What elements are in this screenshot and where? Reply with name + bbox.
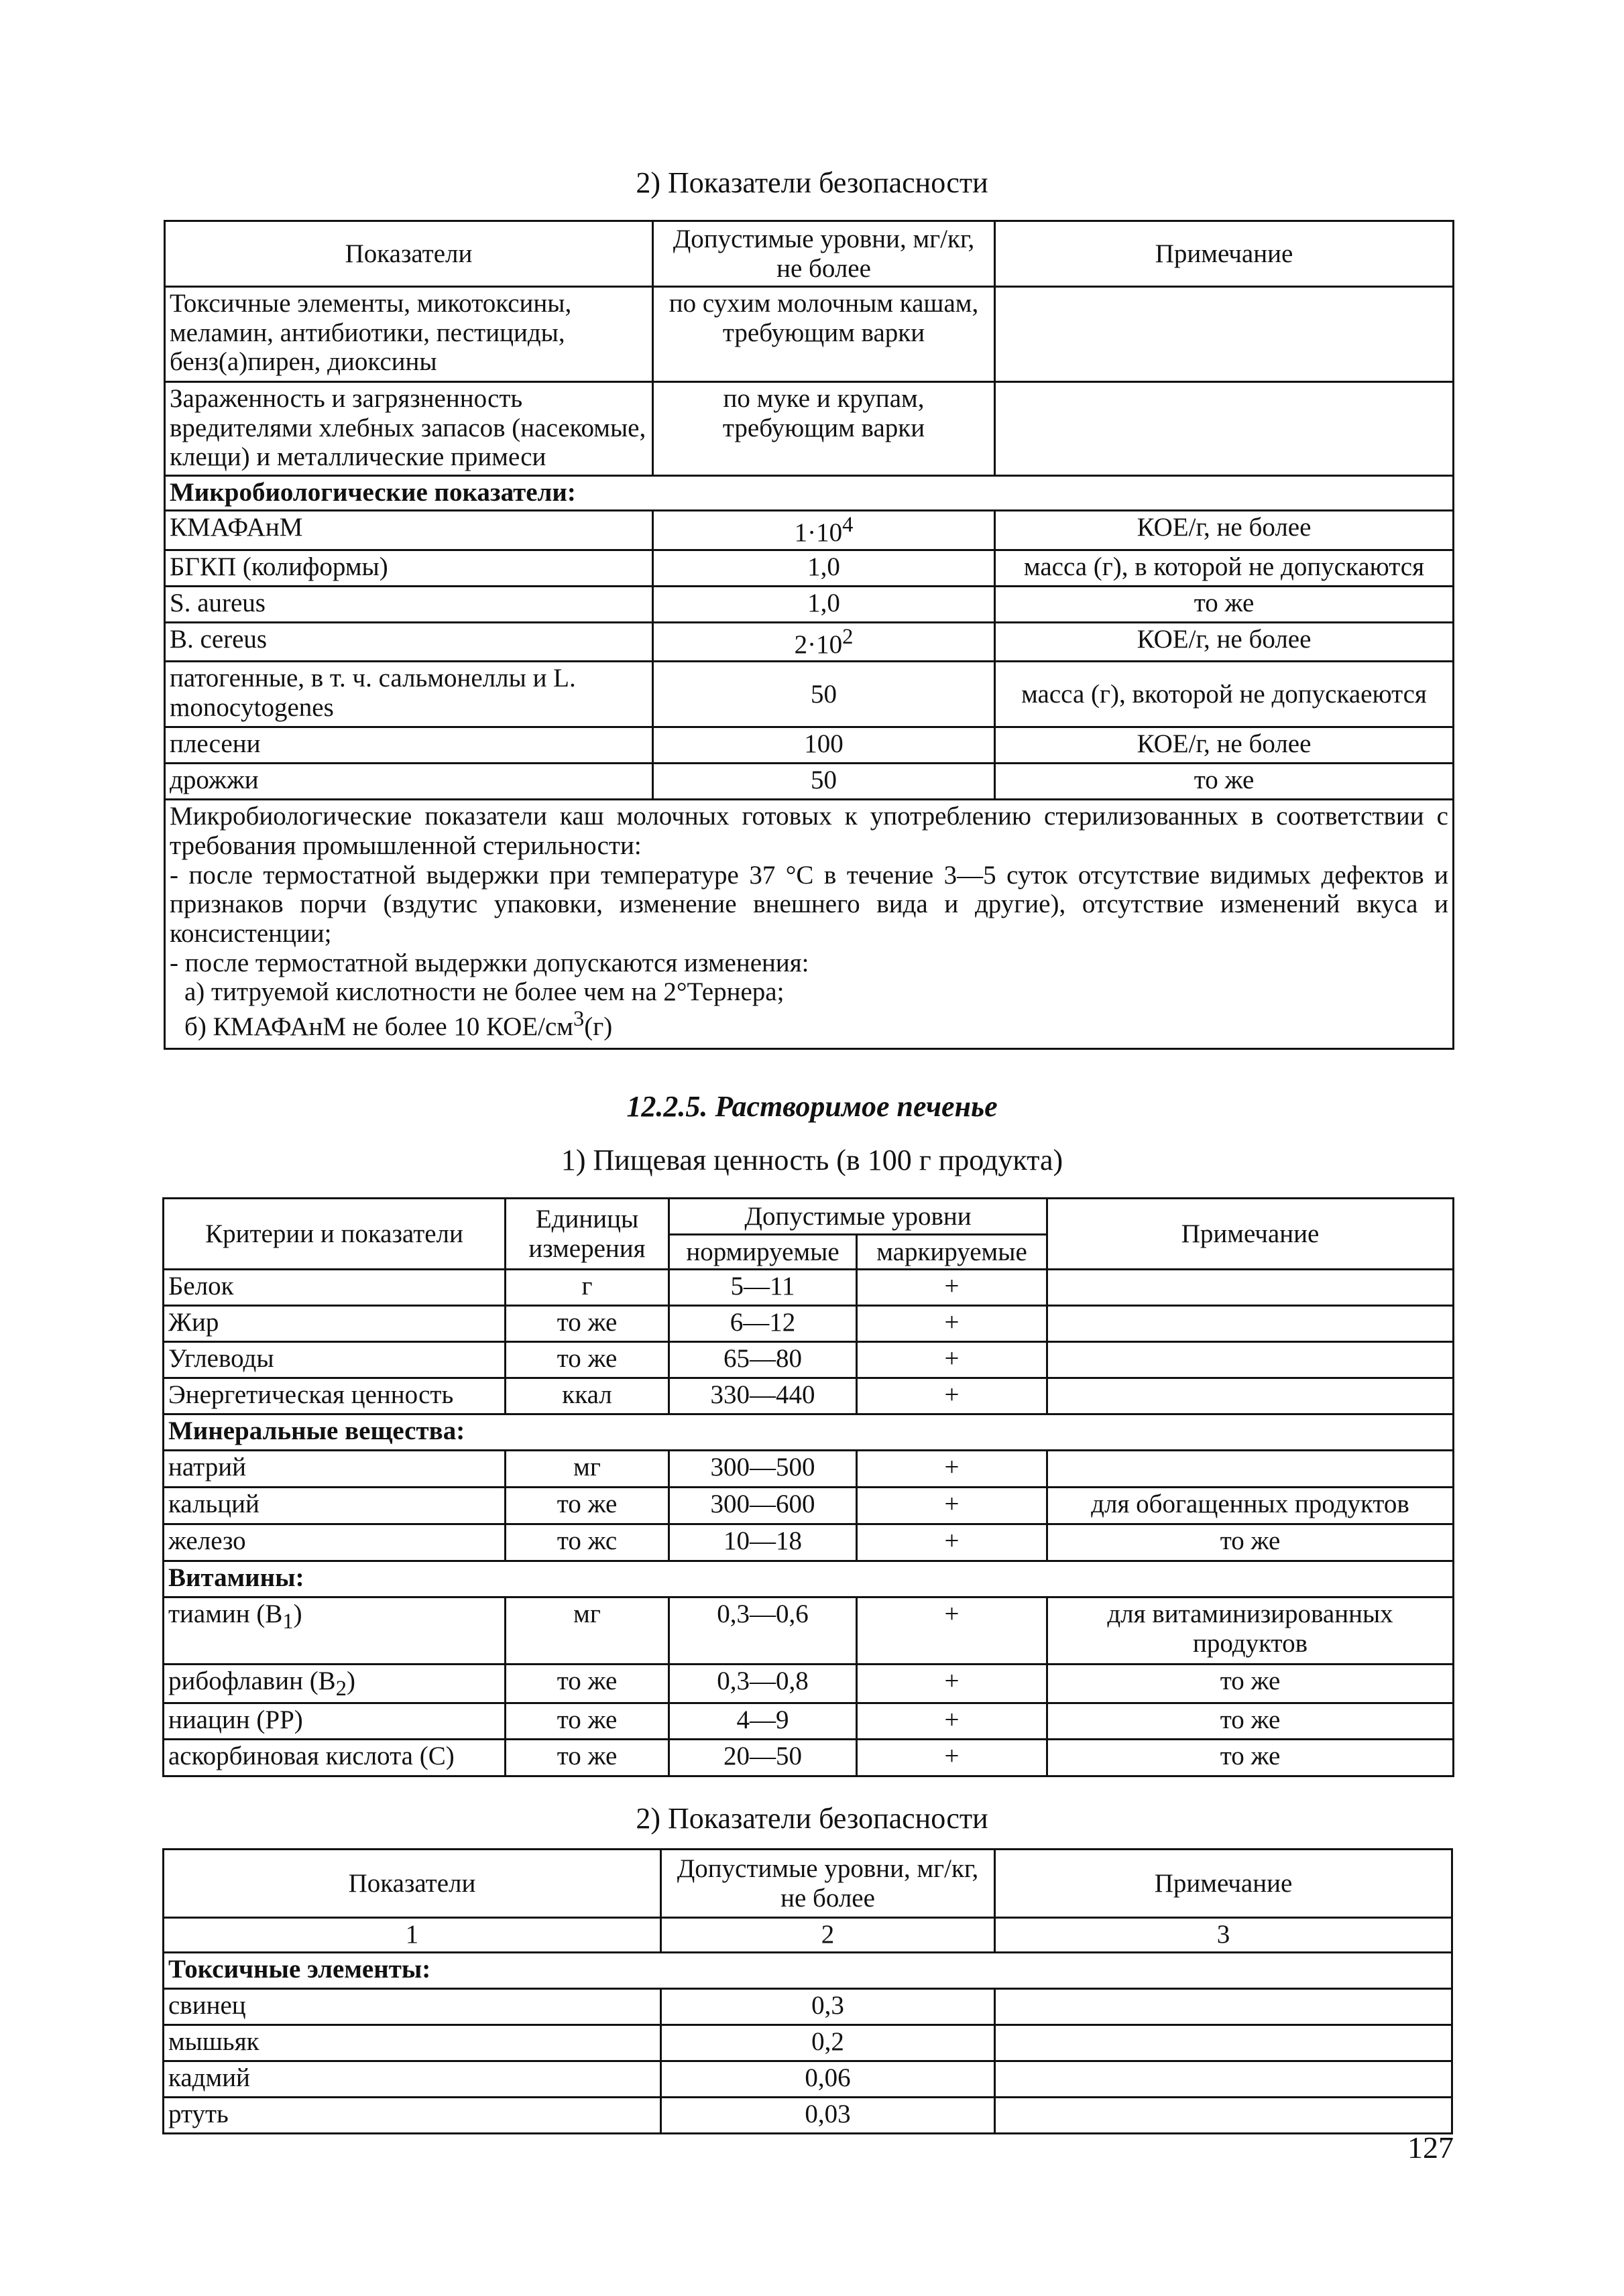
row-level: $1\cdot 10^4$ <box>653 511 995 550</box>
column-number: 1 <box>164 1918 661 1953</box>
row-mark: + <box>857 1488 1047 1524</box>
row-name: КМАФАнМ <box>165 511 653 550</box>
header-allowed-levels: Допустимые уровни, мг/кг, не более <box>653 221 995 287</box>
row-level: 0,3 <box>661 1989 995 2025</box>
table-row <box>164 1270 1454 1306</box>
row-level: по сухим молочным кашам, требующим варки <box>653 287 995 382</box>
row-note: масса (г), в которой не допускаются <box>995 550 1454 586</box>
table-row <box>164 1488 1454 1524</box>
row-norm: 65—80 <box>669 1342 857 1378</box>
footnote-p5: б) КМАФАнМ не более 10 КОЕ/$см^3(г)$ <box>184 1007 613 1042</box>
row-mark: + <box>857 1451 1047 1488</box>
row-unit: то же <box>506 1306 669 1342</box>
row-note: то же <box>995 764 1454 800</box>
row-unit: то жс <box>506 1524 669 1561</box>
row-note <box>995 2061 1452 2098</box>
header-note: Примечание <box>995 1850 1452 1918</box>
header-labeled: маркируемые <box>857 1235 1047 1270</box>
row-level: 0,2 <box>661 2025 995 2061</box>
table-row <box>164 2098 1452 2134</box>
row-name: патогенные, в т. ч. сальмонеллы и L. monocytogenes <box>165 662 653 727</box>
table-row <box>164 1597 1454 1665</box>
row-unit: то же <box>506 1488 669 1524</box>
row-name: натрий <box>164 1451 506 1488</box>
row-note <box>1047 1451 1454 1488</box>
row-name: B. cereus <box>165 622 653 662</box>
row-mark: + <box>857 1306 1047 1342</box>
table-row <box>164 1342 1454 1378</box>
table-row <box>165 511 1454 550</box>
column-number: 2 <box>661 1918 995 1953</box>
row-note <box>995 2098 1452 2134</box>
row-name: S. aureus <box>165 586 653 622</box>
footnote-p3: - после термостатной выдержки допускаются изменения: <box>170 948 809 977</box>
row-name: железо <box>164 1524 506 1561</box>
row-level: 50 <box>653 764 995 800</box>
row-unit: мг <box>506 1597 669 1665</box>
row-name: кадмий <box>164 2061 661 2098</box>
row-note <box>995 2025 1452 2061</box>
row-note: то же <box>1047 1703 1454 1740</box>
table-row <box>164 1665 1454 1703</box>
row-level: 0,03 <box>661 2098 995 2134</box>
header-criteria: Критерии и показатели <box>164 1199 506 1270</box>
row-norm: 0,3—0,6 <box>669 1597 857 1665</box>
row-level: $2\cdot 10^2$ <box>653 622 995 662</box>
header-indicators: Показатели <box>165 221 653 287</box>
nutrition-caption: 1) Пищевая ценность (в 100 г продукта) <box>561 1144 1063 1176</box>
footnote-p1: Микробиологические показатели каш молочных готовых к употреблению стерилизованных в соответствии с требования промышленной стерильности: <box>170 802 1448 861</box>
table-row <box>165 550 1454 586</box>
table-row <box>164 1989 1452 2025</box>
row-note <box>995 1989 1452 2025</box>
row-unit: то же <box>506 1740 669 1776</box>
row-mark: + <box>857 1703 1047 1740</box>
table-row <box>165 382 1454 476</box>
row-note: то же <box>995 586 1454 622</box>
row-mark: + <box>857 1740 1047 1776</box>
row-name: Токсичные элементы, микотоксины, меламин, антибиотики, пестициды, бенз(а)пирен, диоксины <box>165 287 653 382</box>
row-level: 1,0 <box>653 586 995 622</box>
row-norm: 0,3—0,8 <box>669 1665 857 1703</box>
row-note <box>995 287 1454 382</box>
table-row <box>164 1306 1454 1342</box>
row-note: то же <box>1047 1665 1454 1703</box>
row-norm: 10—18 <box>669 1524 857 1561</box>
row-unit: то же <box>506 1665 669 1703</box>
table-row <box>164 2061 1452 2098</box>
table-row <box>165 662 1454 727</box>
micro-heading: Микробиологические показатели: <box>165 476 1454 511</box>
row-note <box>1047 1378 1454 1414</box>
row-mark: + <box>857 1270 1047 1306</box>
row-mark: + <box>857 1524 1047 1561</box>
toxic-heading: Токсичные элементы: <box>164 1953 1452 1989</box>
row-mark: + <box>857 1597 1047 1665</box>
row-note: то же <box>1047 1740 1454 1776</box>
header-allowed-levels: Допустимые уровни, мг/кг, не более <box>661 1850 995 1918</box>
table-row <box>165 764 1454 800</box>
table-row <box>165 727 1454 764</box>
row-unit: г <box>506 1270 669 1306</box>
table-row <box>165 622 1454 662</box>
row-norm: 300—500 <box>669 1451 857 1488</box>
table-row <box>164 1740 1454 1776</box>
row-level: 1,0 <box>653 550 995 586</box>
safety-table-1 <box>164 220 1454 1050</box>
row-name: аскорбиновая кислота (C) <box>164 1740 506 1776</box>
row-unit: ккал <box>506 1378 669 1414</box>
row-norm: 5—11 <box>669 1270 857 1306</box>
header-levels: Допустимые уровни <box>669 1199 1047 1235</box>
table-row <box>164 1378 1454 1414</box>
row-norm: 300—600 <box>669 1488 857 1524</box>
column-number: 3 <box>995 1918 1452 1953</box>
row-level: 100 <box>653 727 995 764</box>
row-note: КОЕ/г, не более <box>995 511 1454 550</box>
header-indicators: Показатели <box>164 1850 661 1918</box>
row-name: тиамин $(B_1)$ <box>164 1597 506 1665</box>
row-mark: + <box>857 1378 1047 1414</box>
row-name: Жир <box>164 1306 506 1342</box>
vitamins-heading: Витамины: <box>164 1561 1454 1597</box>
row-note <box>1047 1270 1454 1306</box>
section-title: 12.2.5. Растворимое печенье <box>626 1090 998 1123</box>
safety-table-2 <box>162 1848 1453 2134</box>
header-note: Примечание <box>995 221 1454 287</box>
nutrition-table <box>162 1197 1454 1777</box>
row-note: масса (г), вкоторой не допускаеются <box>995 662 1454 727</box>
page-number: 127 <box>1407 2130 1454 2165</box>
table-row <box>164 1451 1454 1488</box>
row-name: мышьяк <box>164 2025 661 2061</box>
row-note: КОЕ/г, не более <box>995 727 1454 764</box>
row-name: Белок <box>164 1270 506 1306</box>
row-name: ниацин (PP) <box>164 1703 506 1740</box>
row-name: рибофлавин $(B_2)$ <box>164 1665 506 1703</box>
header-units: Единицы измерения <box>506 1199 669 1270</box>
row-note: то же <box>1047 1524 1454 1561</box>
row-name: БГКП (колиформы) <box>165 550 653 586</box>
row-level: 0,06 <box>661 2061 995 2098</box>
row-note: для витаминизированных продуктов <box>1047 1597 1454 1665</box>
safety-caption-1: 2) Показатели безопасности <box>636 166 988 199</box>
row-unit: то же <box>506 1703 669 1740</box>
row-norm: 6—12 <box>669 1306 857 1342</box>
footnote-p4: а) титруемой кислотности не более чем на 2°Тернера; <box>184 977 785 1007</box>
safety-caption-2: 2) Показатели безопасности <box>636 1802 988 1835</box>
row-mark: + <box>857 1665 1047 1703</box>
row-name: Энергетическая ценность <box>164 1378 506 1414</box>
header-normalized: нормируемые <box>669 1235 857 1270</box>
table-row <box>165 287 1454 382</box>
row-name: Углеводы <box>164 1342 506 1378</box>
row-unit: то же <box>506 1342 669 1378</box>
row-note <box>1047 1342 1454 1378</box>
table-row <box>164 1703 1454 1740</box>
row-note <box>995 382 1454 476</box>
row-name: Зараженность и загрязненность вредителями хлебных запасов (насекомые, клещи) и металлические примеси <box>165 382 653 476</box>
row-level: 50 <box>653 662 995 727</box>
row-unit: мг <box>506 1451 669 1488</box>
header-note: Примечание <box>1047 1199 1454 1270</box>
row-level: по муке и крупам, требующим варки <box>653 382 995 476</box>
row-norm: 20—50 <box>669 1740 857 1776</box>
row-note <box>1047 1306 1454 1342</box>
table-row <box>165 586 1454 622</box>
table-row <box>164 2025 1452 2061</box>
row-name: плесени <box>165 727 653 764</box>
footnote-cell <box>165 800 1454 1049</box>
footnote-p2: - после термостатной выдержки при температуре 37 °С в течение 3—5 суток отсутствие видимых дефектов и признаков порчи (вздутис упаковки, изменение внешнего вида и другие), отсутствие изменений вкуса и консистенции; <box>170 860 1448 949</box>
row-note: для обогащенных продуктов <box>1047 1488 1454 1524</box>
row-name: дрожжи <box>165 764 653 800</box>
row-name: кальций <box>164 1488 506 1524</box>
row-name: свинец <box>164 1989 661 2025</box>
row-mark: + <box>857 1342 1047 1378</box>
row-norm: 330—440 <box>669 1378 857 1414</box>
row-norm: 4—9 <box>669 1703 857 1740</box>
minerals-heading: Минеральные вещества: <box>164 1414 1454 1451</box>
table-row <box>164 1524 1454 1561</box>
row-note: КОЕ/г, не более <box>995 622 1454 662</box>
row-name: ртуть <box>164 2098 661 2134</box>
